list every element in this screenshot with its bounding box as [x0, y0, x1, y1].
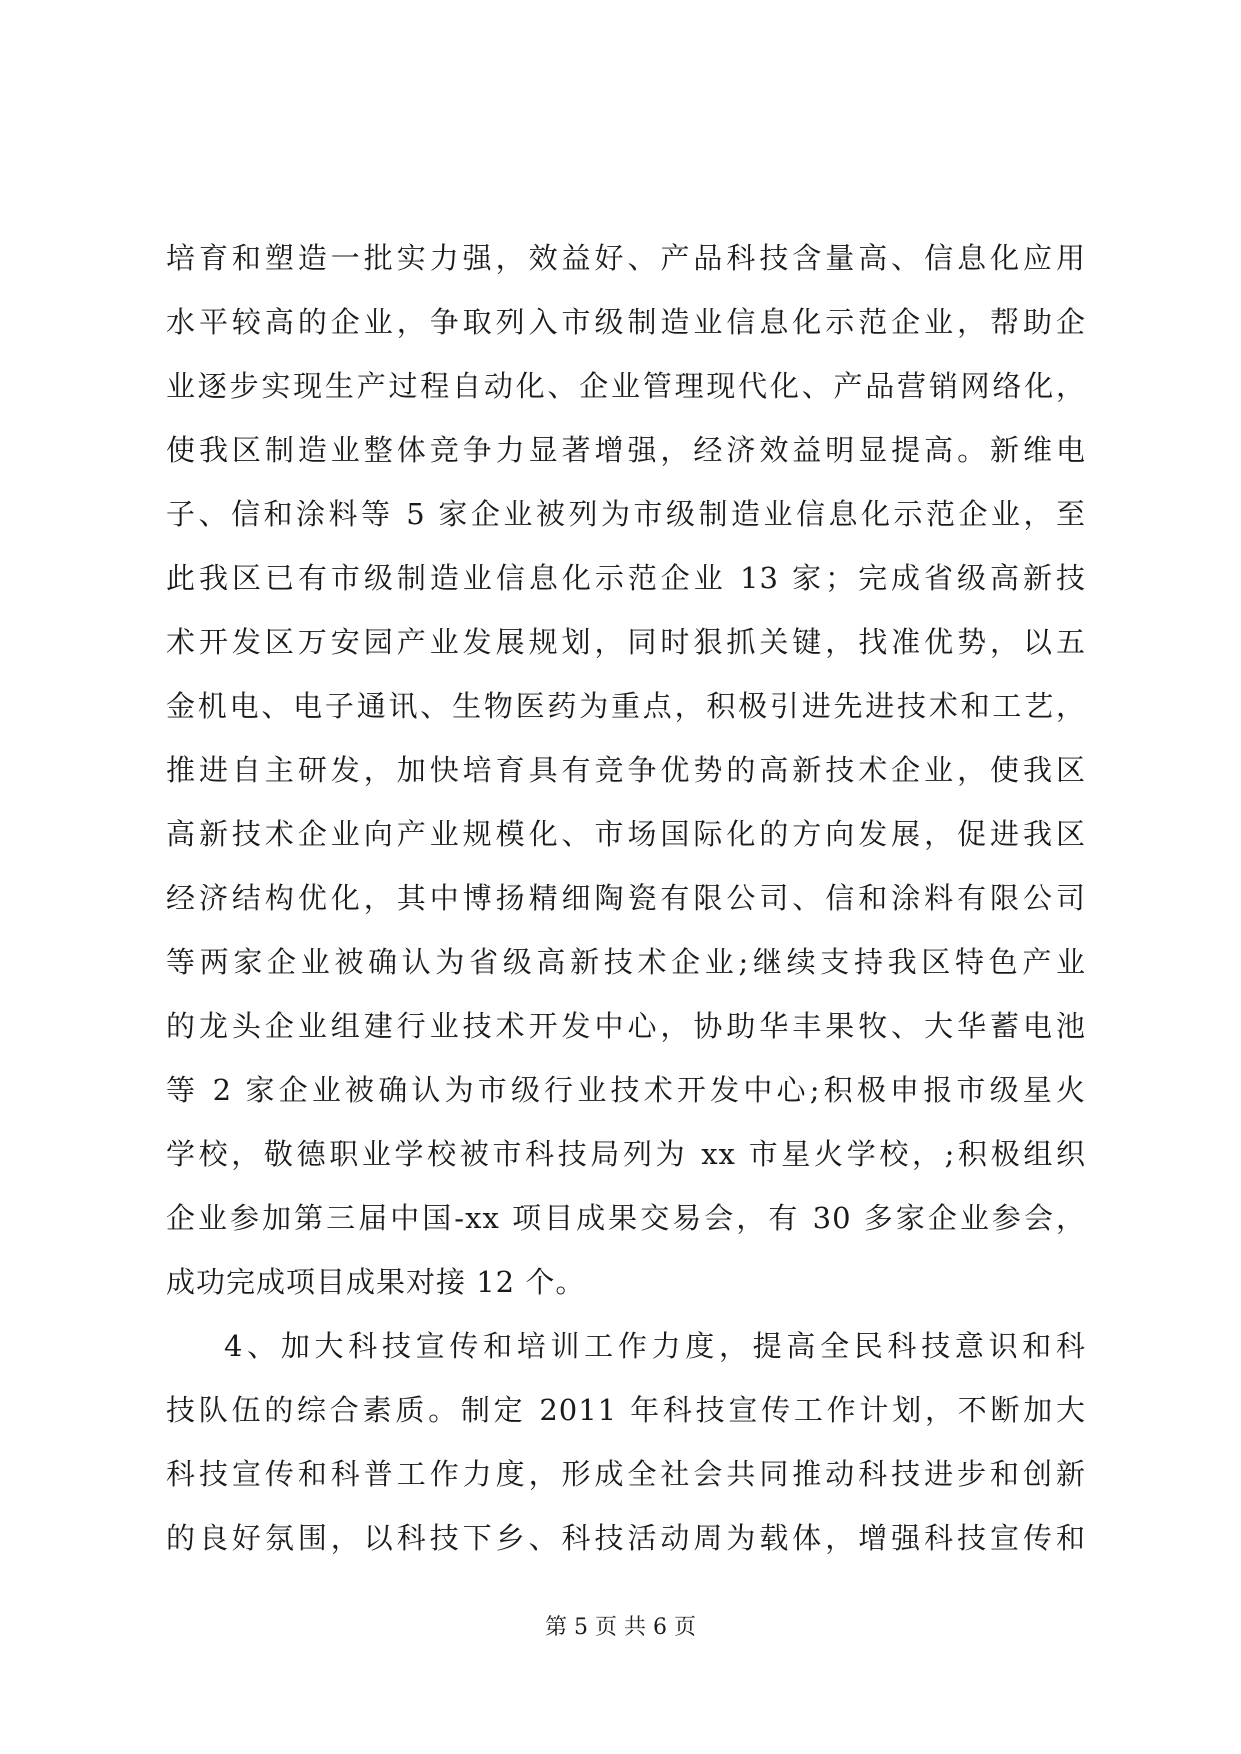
text-line: 学校，敬德职业学校被市科技局列为 xx 市星火学校，;积极组织 — [166, 1137, 1086, 1171]
text-line: 此我区已有市级制造业信息化示范企业 13 家；完成省级高新技 — [166, 561, 1086, 595]
paragraph-2 — [166, 1314, 1086, 1570]
text-line: 培育和塑造一批实力强，效益好、产品科技含量高、信息化应用 — [166, 241, 1086, 275]
page-number-footer: 第 5 页 共 6 页 — [545, 1615, 696, 1640]
text-line: 水平较高的企业，争取列入市级制造业信息化示范企业，帮助企 — [166, 305, 1086, 339]
text-line: 推进自主研发，加快培育具有竞争优势的高新技术企业，使我区 — [166, 753, 1086, 787]
text-line: 的龙头企业组建行业技术开发中心，协助华丰果牧、大华蓄电池 — [166, 1009, 1086, 1043]
text-line: 成功完成项目成果对接 12 个。 — [166, 1265, 586, 1299]
text-line: 企业参加第三届中国-xx 项目成果交易会，有 30 多家企业参会， — [166, 1201, 1086, 1235]
body-text — [166, 226, 1086, 1570]
text-line: 业逐步实现生产过程自动化、企业管理现代化、产品营销网络化， — [166, 369, 1086, 403]
text-line: 使我区制造业整体竞争力显著增强，经济效益明显提高。新维电 — [166, 433, 1086, 467]
text-line: 技队伍的综合素质。制定 2011 年科技宣传工作计划，不断加大 — [166, 1393, 1086, 1427]
text-line: 金机电、电子通讯、生物医药为重点，积极引进先进技术和工艺， — [166, 689, 1086, 723]
text-line: 经济结构优化，其中博扬精细陶瓷有限公司、信和涂料有限公司 — [166, 881, 1086, 915]
paragraph-1 — [166, 226, 1086, 1314]
text-line: 4、加大科技宣传和培训工作力度，提高全民科技意识和科 — [224, 1329, 1086, 1363]
text-line: 等 2 家企业被确认为市级行业技术开发中心;积极申报市级星火 — [166, 1073, 1086, 1107]
text-line: 术开发区万安园产业发展规划，同时狠抓关键，找准优势，以五 — [166, 625, 1086, 659]
text-line: 的良好氛围，以科技下乡、科技活动周为载体，增强科技宣传和 — [166, 1521, 1086, 1555]
text-line: 高新技术企业向产业规模化、市场国际化的方向发展，促进我区 — [166, 817, 1086, 851]
text-line: 等两家企业被确认为省级高新技术企业;继续支持我区特色产业 — [166, 945, 1086, 979]
text-line: 科技宣传和科普工作力度，形成全社会共同推动科技进步和创新 — [166, 1457, 1086, 1491]
text-line: 子、信和涂料等 5 家企业被列为市级制造业信息化示范企业，至 — [166, 497, 1086, 531]
